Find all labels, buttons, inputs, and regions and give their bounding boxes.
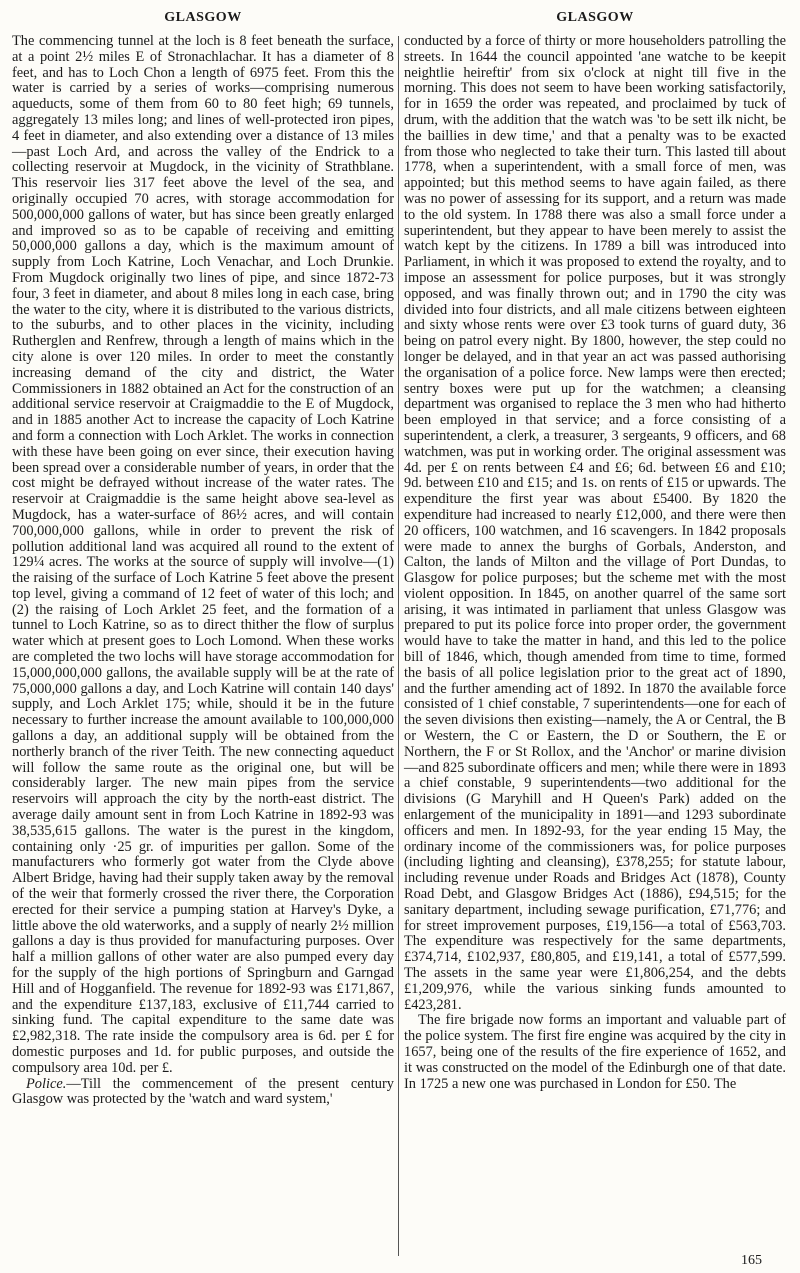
right-column [404,10,786,1092]
right-column-text [404,34,786,1092]
page-number: 165 [741,1253,762,1268]
running-head-right: GLASGOW [556,10,634,25]
water-supply-paragraph: The commencing tunnel at the loch is 8 feet beneath the surface, at a point 2½ miles E of Stronachlachar. It has a diameter of 8 feet, and has to Loch Chon a length of 6975 feet. From this the water is carried by a series of works—comprising numerous aqueducts, some of them from 60 to 80 feet high; 69 tunnels, aggregately 13 miles long; and lines of well-protected iron pipes, 4 feet in diameter, and also extending over a distance of 13 miles—past Loch Ard, and across the valley of the Endrick to a collecting reservoir at Mugdock, in the vicinity of Strathblane. This reservoir lies 317 feet above the level of the sea, and originally occupied 70 acres, with storage accommodation for 500,000,000 gallons of water, but has since been greatly enlarged and improved so as to be capable of receiving and emitting 50,000,000 gallons a day, which is the maximum amount of supply from Loch Katrine, Loch Venachar, and Loch Drunkie. From Mugdock originally two lines of pipe, and since 1872-73 four, 3 feet in diameter, and about 8 miles long in each case, bring the water to the city, where it is distributed to the various districts, to the suburbs, and to other places in the vicinity, including Rutherglen and Renfrew, through a length of mains which in the city alone is over 120 miles. In order to meet the constantly increasing demand of the city and district, the Water Commissioners in 1882 obtained an Act for the construction of an additional service reservoir at Craigmaddie to the E of Mugdock, and in 1885 another Act to increase the capacity of Loch Katrine and form a connection with Loch Arklet. The works in connection with these have been going on ever since, their execution having been spread over a considerable number of years, in order that the cost might be defrayed without increase of the water rates. The reservoir at Craigmaddie is the same height above sea-level as Mugdock, has a water-surface of 86½ acres, and will contain 700,000,000 gallons, while in order to prevent the risk of pollution additional land was acquired all round to the extent of 129¼ acres. The works at the source of supply will involve—(1) the raising of the surface of Loch Katrine 5 feet above the present top level, giving a command of 12 feet of water of this loch; and (2) the raising of Loch Arklet 25 feet, and the formation of a tunnel to Loch Katrine, so as to direct thither the flow of surplus water which at present goes to Loch Lomond. When these works are completed the two lochs will have storage accommodation for 15,000,000,000 gallons, the available supply will be at the rate of 75,000,000 gallons a day, and Loch Katrine will contain 140 days' supply, and Loch Arklet 175; while, should it be in the future necessary to further increase the amount available to 100,000,000 gallons a day, an additional supply will be obtained from the northerly branch of the river Teith. The new connecting aqueduct will follow the same route as the original one, but will be considerably larger. The new main pipes from the service reservoirs will approach the city by the north-east district. The average daily amount sent in from Loch Katrine in 1892-93 was 38,535,615 gallons. The water is the purest in the kingdom, containing only ·25 gr. of impurities per gallon. Some of the manufacturers who formerly got water from the Clyde above Albert Bridge, having had their supply taken away by the removal of the weir that formerly crossed the river there, the Corporation erected for their service a pumping station at Harvey's Dyke, a little above the old waterworks, and a supply of nearly 2½ million gallons a day is thus provided for manufacturing purposes. Over half a million gallons of other water are also pumped every day for the supply of the high portions of Springburn and Garngad Hill and of Hogganfield. The revenue for 1892-93 was £171,867, and the expenditure £137,183, exclusive of £11,744 carried to sinking fund. The capital expenditure to the same date was £2,982,318. The rate inside the compulsory area is 6d. per £ for domestic purposes and 1d. for public purposes, and outside the compulsory area 10d. per £. [12,33,394,1076]
running-head-left: GLASGOW [164,10,242,25]
left-column-text [12,34,394,1108]
police-paragraph [12,1077,394,1109]
left-column [12,10,394,1108]
column-divider [398,36,399,1256]
fire-brigade-paragraph: The fire brigade now forms an important and valuable part of the police system. The first fire engine was acquired by the city in 1657, being one of the results of the fire experience of 1652, and it was constructed on the model of the Edinburgh one of that date. In 1725 a new one was purchased in London for £50. The [404,1012,786,1092]
police-paragraph-text: —Till the commencement of the present century Glasgow was protected by the 'watch and ward system,' [12,1075,394,1108]
police-history-paragraph: conducted by a force of thirty or more householders patrolling the streets. In 1644 the council appointed 'ane watche to be keepit neightlie heireftir' from six o'clock at night till five in the morning. This does not seem to have been working satisfactorily, for in 1659 the order was repeated, and proclaimed by tuck of drum, with the addition that the watch was 'to be sett ilk nicht, be the baillies in dew time,' and that a penalty was to be exacted from those who neglected to take their turn. This lasted till about 1778, when a superintendent, with a small force of men, was appointed; but this method seems to have again failed, as there was no power of assessing for its support, and a return was made to the old system. In 1788 there was also a small force under a superintendent, but they appear to have been merely to assist the watch kept by the citizens. In 1789 a bill was introduced into Parliament, in which it was proposed to extend the royalty, and to impose an assessment for police purposes, but it was strongly opposed, and was finally thrown out; and in 1790 the city was divided into four districts, and all male citizens between eighteen and sixty whose rents were over £3 took turns of guard duty, 36 being on patrol every night. By 1800, however, the step could no longer be delayed, and in that year an act was passed authorising the organisation of a police force. New lamps were then erected; sentry boxes were put up for the watchmen; a cleansing department was organised to replace the 3 men who had hitherto been employed in that service; and a force consisting of a superintendent, a clerk, a treasurer, 3 sergeants, 9 officers, and 68 watchmen, was put in working order. The original assessment was 4d. per £ on rents between £4 and £6; 6d. between £6 and £10; 9d. between £10 and £15; and 1s. on rents of £15 or upwards. The expenditure the first year was about £5400. By 1820 the expenditure had increased to nearly £12,000, and there were then 20 officers, 100 watchmen, and 16 scavengers. In 1842 proposals were made to annex the burghs of Gorbals, Anderston, and Calton, the lands of Milton and the village of Port Dundas, to Glasgow for police purposes; but the scheme met with the most violent opposition. In 1845, on another quarrel of the same sort arising, it was intimated in parliament that unless Glasgow was prepared to put its police force into proper order, the government would have to take the matter in hand, and this led to the police bill of 1846, which, though amended from time to time, formed the basis of all police legislation prior to the great act of 1890, and the further amending act of 1892. In 1870 the available force consisted of 1 chief constable, 7 superintendents—one for each of the seven divisions then existing—namely, the A or Central, the B or Western, the C or Eastern, the D or Southern, the E or Northern, the F or St Rollox, and the 'Anchor' or marine division—and 825 subordinate officers and men; while there were in 1893 a chief constable, 9 superintendents—two additional for the divisions (G Maryhill and H Queen's Park) added on the enlargement of the municipality in 1891—and 1293 subordinate officers and men. In 1892-93, for the year ending 15 May, the ordinary income of the commissioners was, for police purposes (including lighting and cleansing), £378,255; for statute labour, including revenue under Roads and Bridges Act (1878), County Road Debt, and Glasgow Bridges Act (1886), £94,515; for the sanitary department, including sewage purification, £71,776; and for street improvement purposes, £19,156—a total of £563,703. The expenditure was respectively for the same departments, £374,714, £102,937, £80,805, and £19,141, a total of £577,599. The assets in the same year were £1,806,254, and the debts £1,209,976, while the various sinking funds amounted to £423,281. [404,33,786,1013]
police-section-heading: Police. [26,1075,67,1092]
